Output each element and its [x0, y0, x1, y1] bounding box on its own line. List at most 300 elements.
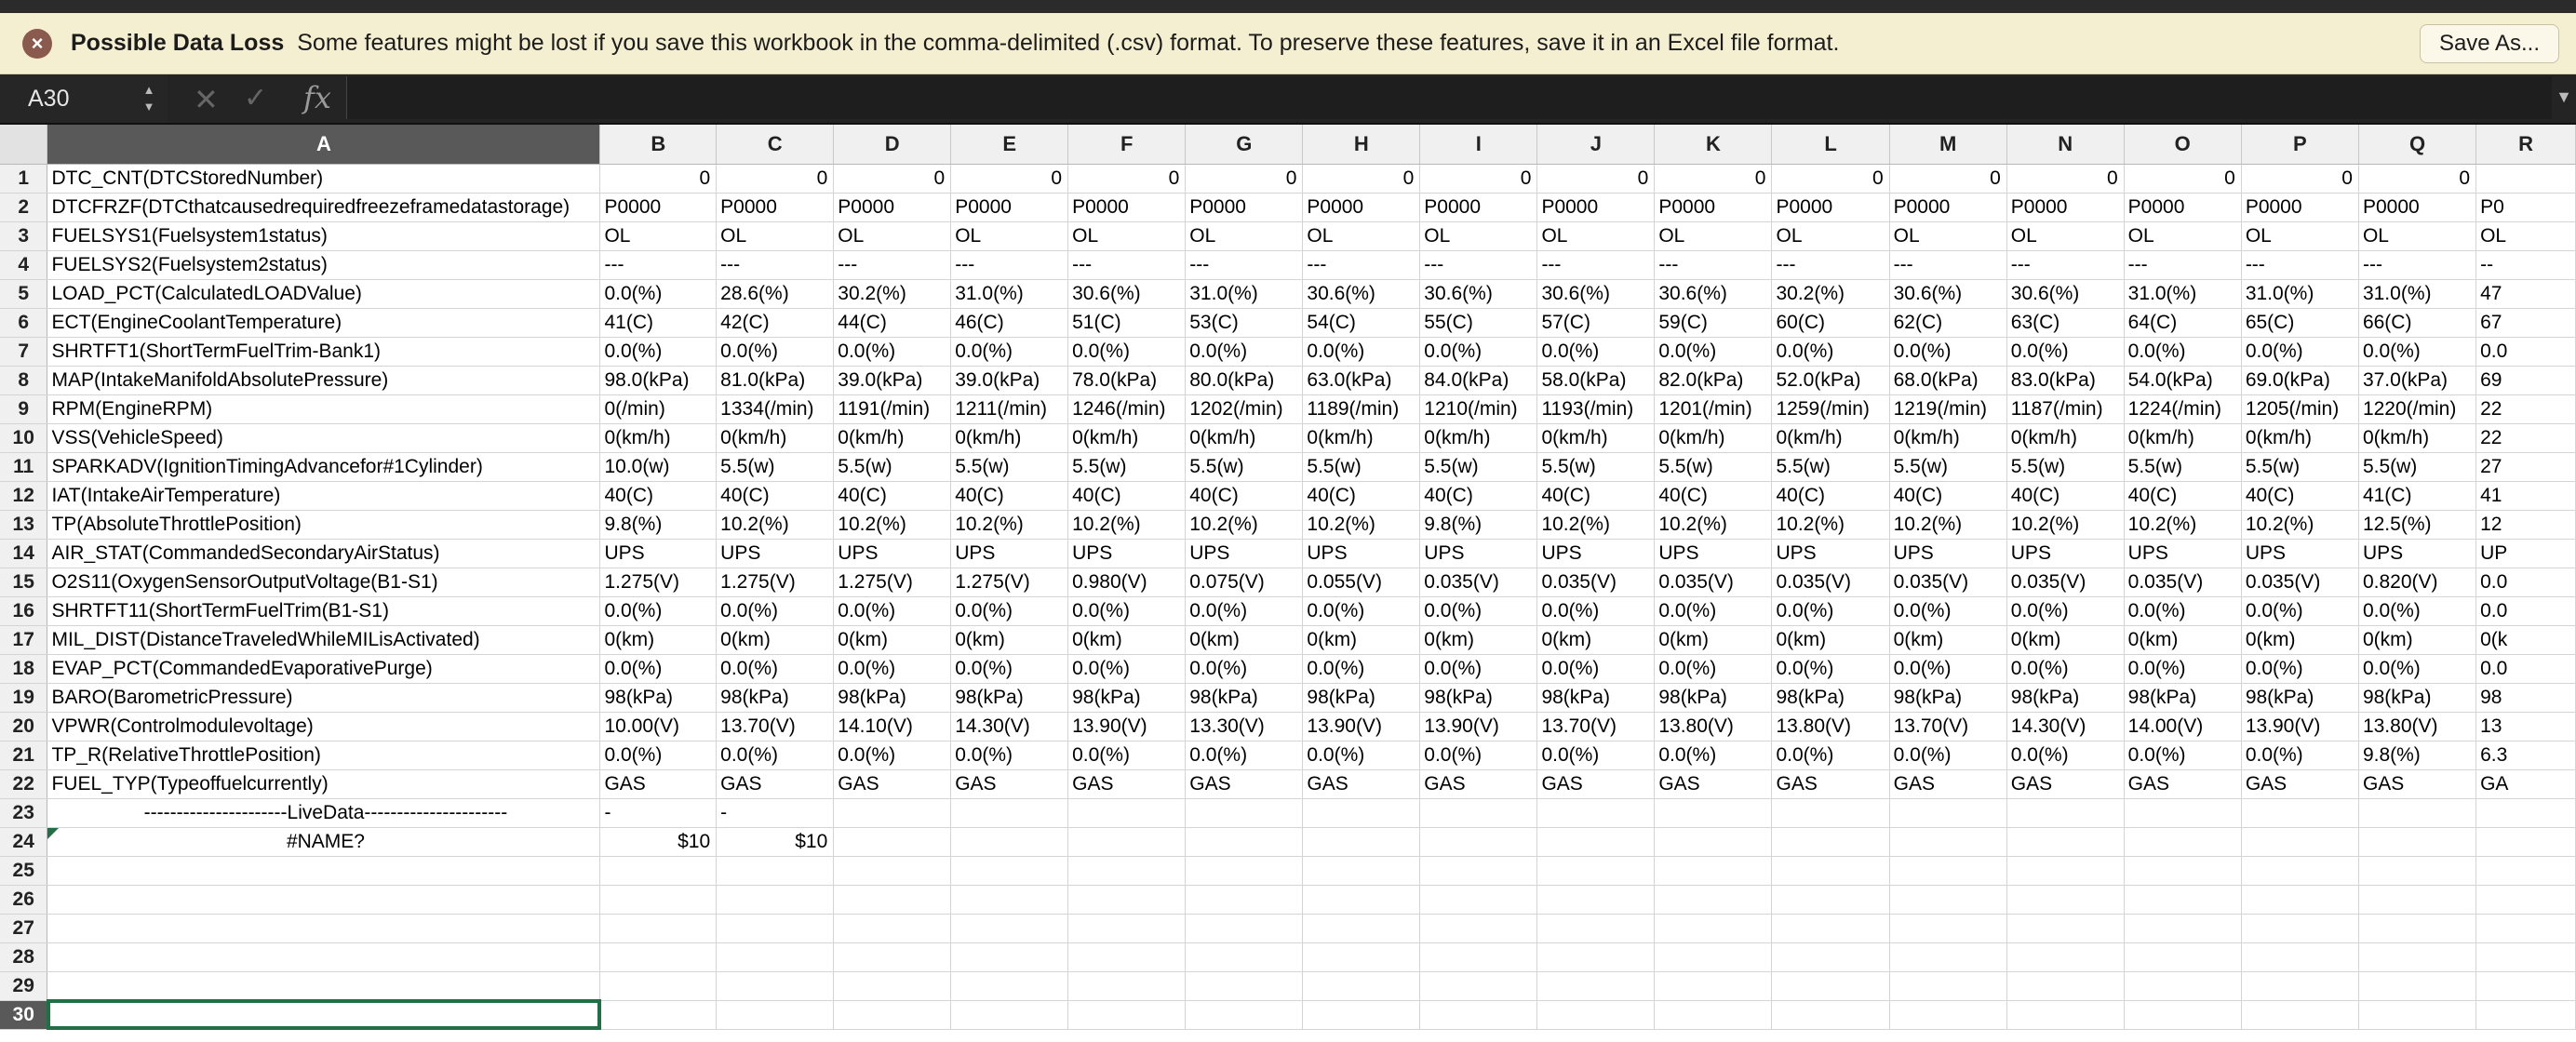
cell[interactable]: 98(kPa)	[2006, 683, 2124, 712]
cell[interactable]: ---	[717, 250, 834, 279]
cell[interactable]	[2006, 856, 2124, 885]
cell[interactable]: 0(km)	[1303, 625, 1420, 654]
cell[interactable]: 0.0(%)	[717, 654, 834, 683]
cell[interactable]: VPWR(Controlmodulevoltage)	[47, 712, 600, 741]
cell[interactable]: 68.0(kPa)	[1889, 366, 2006, 394]
cell[interactable]: 9.8(%)	[1420, 510, 1537, 539]
cell[interactable]: DTCFRZF(DTCthatcausedrequiredfreezeframedatastorage)	[47, 193, 600, 221]
cell[interactable]	[600, 942, 717, 971]
cell[interactable]: 10.0(w)	[600, 452, 717, 481]
cell[interactable]: 1334(/min)	[717, 394, 834, 423]
cell[interactable]: 0.0(%)	[717, 337, 834, 366]
cell[interactable]: 0.0(%)	[2358, 654, 2475, 683]
cell[interactable]: -	[717, 798, 834, 827]
cell[interactable]: 0.0(%)	[1772, 741, 1889, 769]
cell[interactable]: 10.2(%)	[1537, 510, 1655, 539]
cell[interactable]: 30.6(%)	[1420, 279, 1537, 308]
cell[interactable]	[1068, 885, 1186, 914]
cell[interactable]	[1068, 971, 1186, 1000]
cell[interactable]	[1889, 914, 2006, 942]
cell[interactable]: 40(C)	[2124, 481, 2241, 510]
cell[interactable]	[1889, 1000, 2006, 1029]
cell[interactable]	[1303, 856, 1420, 885]
cell[interactable]: ---	[1772, 250, 1889, 279]
cell[interactable]: 0.0(%)	[600, 654, 717, 683]
cell[interactable]	[1186, 914, 1303, 942]
cell[interactable]: 40(C)	[951, 481, 1068, 510]
cell[interactable]: 69	[2476, 366, 2576, 394]
cell[interactable]: 0(km)	[834, 625, 951, 654]
cell[interactable]: 84.0(kPa)	[1420, 366, 1537, 394]
cell[interactable]: 10.2(%)	[2241, 510, 2358, 539]
cell[interactable]: 98(kPa)	[1303, 683, 1420, 712]
cell[interactable]: VSS(VehicleSpeed)	[47, 423, 600, 452]
cell[interactable]: 0.0(%)	[1537, 596, 1655, 625]
cell[interactable]: ----------------------LiveData----------------------	[47, 798, 600, 827]
cell[interactable]: 30.6(%)	[1303, 279, 1420, 308]
cell[interactable]: 0.0(%)	[2124, 596, 2241, 625]
cell[interactable]: GAS	[1068, 769, 1186, 798]
row-header[interactable]: 15	[0, 568, 47, 596]
cell[interactable]: 0	[1068, 164, 1186, 193]
cell[interactable]: 81.0(kPa)	[717, 366, 834, 394]
cell[interactable]	[1537, 1000, 1655, 1029]
cell[interactable]: 0.035(V)	[1537, 568, 1655, 596]
cell[interactable]	[2124, 856, 2241, 885]
cell[interactable]: 0.0(%)	[2241, 654, 2358, 683]
cell[interactable]: 6.3	[2476, 741, 2576, 769]
cell[interactable]: 40(C)	[1303, 481, 1420, 510]
cell[interactable]: 0.0	[2476, 337, 2576, 366]
cell[interactable]	[2358, 885, 2475, 914]
cell[interactable]	[2241, 1000, 2358, 1029]
column-header-m[interactable]: M	[1889, 125, 2006, 164]
cell[interactable]: 14.30(V)	[2006, 712, 2124, 741]
cell[interactable]	[47, 971, 600, 1000]
cell[interactable]: 0	[717, 164, 834, 193]
cell[interactable]: 13.70(V)	[1537, 712, 1655, 741]
cell[interactable]	[2006, 798, 2124, 827]
cell[interactable]: MAP(IntakeManifoldAbsolutePressure)	[47, 366, 600, 394]
cell[interactable]: OL	[600, 221, 717, 250]
cell[interactable]	[2476, 1000, 2576, 1029]
cell[interactable]	[2358, 798, 2475, 827]
row-header[interactable]: 21	[0, 741, 47, 769]
cell[interactable]: P0000	[1068, 193, 1186, 221]
cell[interactable]: 98(kPa)	[2358, 683, 2475, 712]
cell[interactable]: 0	[834, 164, 951, 193]
cell[interactable]: 0.0	[2476, 568, 2576, 596]
row-header[interactable]: 14	[0, 539, 47, 568]
cell[interactable]: 60(C)	[1772, 308, 1889, 337]
cell[interactable]: 83.0(kPa)	[2006, 366, 2124, 394]
cell[interactable]	[600, 971, 717, 1000]
cell[interactable]: 31.0(%)	[2358, 279, 2475, 308]
cell[interactable]: UPS	[1420, 539, 1537, 568]
row-header[interactable]: 3	[0, 221, 47, 250]
cell[interactable]	[1420, 885, 1537, 914]
cell[interactable]: 22	[2476, 423, 2576, 452]
cell[interactable]	[2476, 914, 2576, 942]
cell[interactable]	[2006, 1000, 2124, 1029]
cell[interactable]: 13.90(V)	[2241, 712, 2358, 741]
column-header-h[interactable]: H	[1303, 125, 1420, 164]
cell[interactable]: 40(C)	[600, 481, 717, 510]
cell[interactable]	[951, 914, 1068, 942]
cell[interactable]: 0.0(%)	[2241, 596, 2358, 625]
cell[interactable]	[1772, 827, 1889, 856]
cell[interactable]	[600, 914, 717, 942]
cell[interactable]: UPS	[1068, 539, 1186, 568]
row-header[interactable]: 27	[0, 914, 47, 942]
cell[interactable]	[1655, 885, 1772, 914]
cell[interactable]: 0.820(V)	[2358, 568, 2475, 596]
cell[interactable]: 0	[600, 164, 717, 193]
row-header[interactable]: 12	[0, 481, 47, 510]
cell[interactable]: 54(C)	[1303, 308, 1420, 337]
cell[interactable]: 1246(/min)	[1068, 394, 1186, 423]
cell[interactable]: OL	[1655, 221, 1772, 250]
cell[interactable]: 30.6(%)	[1537, 279, 1655, 308]
cell[interactable]: P0000	[1655, 193, 1772, 221]
cell[interactable]: 40(C)	[1655, 481, 1772, 510]
cell[interactable]: 0	[2124, 164, 2241, 193]
cell[interactable]: 0.0(%)	[1303, 596, 1420, 625]
cell[interactable]: 0.035(V)	[2124, 568, 2241, 596]
cell[interactable]: 55(C)	[1420, 308, 1537, 337]
cell[interactable]	[1068, 914, 1186, 942]
cell[interactable]	[1068, 856, 1186, 885]
cell[interactable]	[2241, 856, 2358, 885]
cell[interactable]: 0.0(%)	[600, 279, 717, 308]
cell[interactable]	[1420, 856, 1537, 885]
cancel-icon[interactable]: ✕	[194, 83, 219, 116]
cell[interactable]: 78.0(kPa)	[1068, 366, 1186, 394]
cell[interactable]: 0.0(%)	[1068, 337, 1186, 366]
cell[interactable]: P0000	[1186, 193, 1303, 221]
cell[interactable]: P0000	[1889, 193, 2006, 221]
cell[interactable]	[1655, 856, 1772, 885]
cell[interactable]: 66(C)	[2358, 308, 2475, 337]
cell[interactable]: 0.0(%)	[1655, 741, 1772, 769]
cell[interactable]: 0.0(%)	[2358, 337, 2475, 366]
column-header-q[interactable]: Q	[2358, 125, 2475, 164]
cell[interactable]	[1655, 942, 1772, 971]
cell[interactable]: 0.0(%)	[1655, 337, 1772, 366]
cell[interactable]: 0.0(%)	[1655, 596, 1772, 625]
cell[interactable]	[834, 856, 951, 885]
cell[interactable]: 1259(/min)	[1772, 394, 1889, 423]
column-header-c[interactable]: C	[717, 125, 834, 164]
cell[interactable]: OL	[1420, 221, 1537, 250]
cell[interactable]: 40(C)	[2006, 481, 2124, 510]
cell[interactable]: 1201(/min)	[1655, 394, 1772, 423]
cell[interactable]: 13.90(V)	[1420, 712, 1537, 741]
row-header[interactable]: 26	[0, 885, 47, 914]
cell[interactable]	[717, 914, 834, 942]
cell[interactable]: 54.0(kPa)	[2124, 366, 2241, 394]
row-header[interactable]: 6	[0, 308, 47, 337]
cell[interactable]: 0.0(%)	[951, 741, 1068, 769]
cell[interactable]: 30.2(%)	[1772, 279, 1889, 308]
cell[interactable]: 0.0(%)	[1303, 337, 1420, 366]
cell[interactable]: 0(/min)	[600, 394, 717, 423]
cell[interactable]	[1889, 798, 2006, 827]
cell[interactable]: 0	[2358, 164, 2475, 193]
cell[interactable]: 0.0(%)	[1655, 654, 1772, 683]
cell[interactable]: 53(C)	[1186, 308, 1303, 337]
cell[interactable]: 98(kPa)	[1772, 683, 1889, 712]
cell[interactable]: 1219(/min)	[1889, 394, 2006, 423]
cell[interactable]	[47, 885, 600, 914]
cell[interactable]: 0.0(%)	[1889, 654, 2006, 683]
cell[interactable]	[1186, 971, 1303, 1000]
cell[interactable]: 98(kPa)	[717, 683, 834, 712]
cell[interactable]: 0(km)	[1655, 625, 1772, 654]
cell[interactable]: 69.0(kPa)	[2241, 366, 2358, 394]
cell[interactable]: 0.035(V)	[2006, 568, 2124, 596]
row-header[interactable]: 11	[0, 452, 47, 481]
cell[interactable]: 40(C)	[1068, 481, 1186, 510]
row-header[interactable]: 22	[0, 769, 47, 798]
expand-formula-icon[interactable]: ▼	[2556, 87, 2572, 106]
cell[interactable]: 41	[2476, 481, 2576, 510]
cell[interactable]: ---	[1655, 250, 1772, 279]
cell[interactable]: GAS	[1420, 769, 1537, 798]
cell[interactable]: OL	[1889, 221, 2006, 250]
cell[interactable]: 0.0(%)	[1303, 654, 1420, 683]
cell[interactable]: 0.0(%)	[1186, 654, 1303, 683]
cell[interactable]	[1420, 798, 1537, 827]
cell[interactable]	[2358, 1000, 2475, 1029]
cell[interactable]: 0.0(%)	[600, 337, 717, 366]
cell[interactable]: 0.0(%)	[2006, 741, 2124, 769]
cell[interactable]: 98(kPa)	[2124, 683, 2241, 712]
cell[interactable]: 13.30(V)	[1186, 712, 1303, 741]
cell[interactable]: 40(C)	[2241, 481, 2358, 510]
save-as-button[interactable]: Save As...	[2420, 24, 2559, 63]
cell[interactable]: 0(km)	[1068, 625, 1186, 654]
cell[interactable]: 0.0(%)	[1303, 741, 1420, 769]
cell[interactable]: 5.5(w)	[1068, 452, 1186, 481]
cell[interactable]: 98(kPa)	[1655, 683, 1772, 712]
cell[interactable]: 30.6(%)	[1889, 279, 2006, 308]
cell[interactable]	[2241, 827, 2358, 856]
cell[interactable]: 5.5(w)	[1186, 452, 1303, 481]
cell[interactable]: GAS	[1537, 769, 1655, 798]
formula-input[interactable]	[346, 76, 2552, 119]
cell[interactable]	[2006, 827, 2124, 856]
cell[interactable]	[951, 798, 1068, 827]
cell[interactable]	[1537, 885, 1655, 914]
cell[interactable]	[1772, 1000, 1889, 1029]
cell[interactable]: 0.0(%)	[951, 337, 1068, 366]
column-header-d[interactable]: D	[834, 125, 951, 164]
cell[interactable]: OL	[2241, 221, 2358, 250]
cell[interactable]: GAS	[1889, 769, 2006, 798]
cell[interactable]: 0.0(%)	[1889, 596, 2006, 625]
cell[interactable]	[47, 856, 600, 885]
cell[interactable]: UPS	[1303, 539, 1420, 568]
cell[interactable]: 0(km/h)	[1303, 423, 1420, 452]
cell[interactable]	[2358, 856, 2475, 885]
row-header[interactable]: 1	[0, 164, 47, 193]
cell[interactable]: 0(km)	[2241, 625, 2358, 654]
cell[interactable]: ---	[2358, 250, 2475, 279]
cell[interactable]: 1.275(V)	[600, 568, 717, 596]
cell[interactable]: 0(km/h)	[1889, 423, 2006, 452]
cell[interactable]: 98(kPa)	[951, 683, 1068, 712]
cell[interactable]: P0000	[2358, 193, 2475, 221]
cell[interactable]: 0.0(%)	[2124, 654, 2241, 683]
cell[interactable]	[717, 885, 834, 914]
cell[interactable]: ---	[600, 250, 717, 279]
cell[interactable]: GAS	[2241, 769, 2358, 798]
cell[interactable]: 27	[2476, 452, 2576, 481]
cell[interactable]: 0.0(%)	[2006, 337, 2124, 366]
cell[interactable]: 0.0(%)	[834, 741, 951, 769]
cell[interactable]: 1211(/min)	[951, 394, 1068, 423]
cell[interactable]	[1537, 971, 1655, 1000]
cell[interactable]: 0.0(%)	[1420, 337, 1537, 366]
cell[interactable]: 40(C)	[834, 481, 951, 510]
cell[interactable]	[2358, 942, 2475, 971]
column-header-e[interactable]: E	[951, 125, 1068, 164]
cell[interactable]: 13.70(V)	[1889, 712, 2006, 741]
cell[interactable]: 0(km/h)	[2358, 423, 2475, 452]
cell[interactable]: 9.8(%)	[600, 510, 717, 539]
cell[interactable]: 0.0(%)	[1068, 741, 1186, 769]
cell[interactable]: 82.0(kPa)	[1655, 366, 1772, 394]
cell[interactable]: 5.5(w)	[2124, 452, 2241, 481]
cell[interactable]	[1772, 885, 1889, 914]
row-header[interactable]: 18	[0, 654, 47, 683]
cell[interactable]: P0000	[2006, 193, 2124, 221]
cell[interactable]: 62(C)	[1889, 308, 2006, 337]
cell[interactable]: 0.0(%)	[1186, 337, 1303, 366]
row-header[interactable]: 5	[0, 279, 47, 308]
cell[interactable]: GA	[2476, 769, 2576, 798]
cell[interactable]: GAS	[834, 769, 951, 798]
cell[interactable]	[2476, 885, 2576, 914]
cell[interactable]: 5.5(w)	[2006, 452, 2124, 481]
cell[interactable]: 0.0(%)	[1889, 337, 2006, 366]
column-header-n[interactable]: N	[2006, 125, 2124, 164]
cell[interactable]: 0.0(%)	[1420, 654, 1537, 683]
cell[interactable]: 80.0(kPa)	[1186, 366, 1303, 394]
cell[interactable]: P0000	[600, 193, 717, 221]
cell[interactable]: OL	[1068, 221, 1186, 250]
cell[interactable]: 0.035(V)	[1420, 568, 1537, 596]
column-header-k[interactable]: K	[1655, 125, 1772, 164]
row-header[interactable]: 23	[0, 798, 47, 827]
cell[interactable]	[717, 1000, 834, 1029]
cell[interactable]: 0	[1655, 164, 1772, 193]
cell[interactable]	[2358, 971, 2475, 1000]
cell[interactable]: 13	[2476, 712, 2576, 741]
cell[interactable]	[1537, 827, 1655, 856]
cell[interactable]: 5.5(w)	[834, 452, 951, 481]
cell[interactable]	[47, 1000, 600, 1029]
cell[interactable]: UPS	[951, 539, 1068, 568]
cell[interactable]: 13.70(V)	[717, 712, 834, 741]
cell[interactable]: 37.0(kPa)	[2358, 366, 2475, 394]
cell[interactable]: 1187(/min)	[2006, 394, 2124, 423]
cell[interactable]: 10.2(%)	[2124, 510, 2241, 539]
cell[interactable]: UPS	[1772, 539, 1889, 568]
cell[interactable]	[951, 885, 1068, 914]
cell[interactable]	[1655, 798, 1772, 827]
cell[interactable]: 0	[1420, 164, 1537, 193]
cell[interactable]: 0.0(%)	[600, 596, 717, 625]
cell[interactable]: TP(AbsoluteThrottlePosition)	[47, 510, 600, 539]
cell[interactable]: UPS	[1186, 539, 1303, 568]
cell[interactable]	[2241, 914, 2358, 942]
cell[interactable]: 67	[2476, 308, 2576, 337]
cell[interactable]: 31.0(%)	[2124, 279, 2241, 308]
cell[interactable]: 30.2(%)	[834, 279, 951, 308]
close-x-icon[interactable]: ×	[22, 29, 52, 59]
cell[interactable]	[1068, 798, 1186, 827]
cell[interactable]: 1189(/min)	[1303, 394, 1420, 423]
cell[interactable]: 0(km)	[1772, 625, 1889, 654]
cell[interactable]	[1537, 856, 1655, 885]
row-header[interactable]: 19	[0, 683, 47, 712]
cell[interactable]: 57(C)	[1537, 308, 1655, 337]
column-header-i[interactable]: I	[1420, 125, 1537, 164]
cell[interactable]: 64(C)	[2124, 308, 2241, 337]
cell[interactable]	[951, 942, 1068, 971]
cell[interactable]: 1.275(V)	[834, 568, 951, 596]
name-box-stepper-icon[interactable]: ▲ ▼	[142, 83, 155, 114]
cell[interactable]: FUELSYS2(Fuelsystem2status)	[47, 250, 600, 279]
cell[interactable]	[1303, 1000, 1420, 1029]
cell[interactable]	[2124, 798, 2241, 827]
cell[interactable]: TP_R(RelativeThrottlePosition)	[47, 741, 600, 769]
cell[interactable]: 0(km)	[2006, 625, 2124, 654]
cell[interactable]	[1889, 942, 2006, 971]
cell[interactable]	[2124, 914, 2241, 942]
cell[interactable]	[1772, 856, 1889, 885]
cell[interactable]: 5.5(w)	[951, 452, 1068, 481]
cell[interactable]: 14.10(V)	[834, 712, 951, 741]
cell[interactable]	[2241, 971, 2358, 1000]
confirm-icon[interactable]: ✓	[244, 83, 268, 114]
cell[interactable]: 1.275(V)	[717, 568, 834, 596]
cell[interactable]: OL	[1772, 221, 1889, 250]
row-header[interactable]: 16	[0, 596, 47, 625]
cell[interactable]: 98(kPa)	[2241, 683, 2358, 712]
cell[interactable]: 0(km/h)	[834, 423, 951, 452]
cell[interactable]	[2006, 914, 2124, 942]
cell[interactable]: 31.0(%)	[1186, 279, 1303, 308]
cell[interactable]: 0.0(%)	[2241, 337, 2358, 366]
row-header[interactable]: 10	[0, 423, 47, 452]
cell[interactable]: EVAP_PCT(CommandedEvaporativePurge)	[47, 654, 600, 683]
cell[interactable]: 0.0(%)	[834, 596, 951, 625]
cell[interactable]: 58.0(kPa)	[1537, 366, 1655, 394]
cell[interactable]: 0.0(%)	[600, 741, 717, 769]
cell[interactable]: UPS	[2241, 539, 2358, 568]
cell[interactable]: 0	[2241, 164, 2358, 193]
cell[interactable]: 0(km/h)	[2124, 423, 2241, 452]
cell[interactable]: 98(kPa)	[1068, 683, 1186, 712]
cell[interactable]: 30.6(%)	[1068, 279, 1186, 308]
cell[interactable]: 0(km/h)	[1537, 423, 1655, 452]
cell[interactable]: LOAD_PCT(CalculatedLOADValue)	[47, 279, 600, 308]
cell[interactable]: 98(kPa)	[1186, 683, 1303, 712]
cell[interactable]: 98.0(kPa)	[600, 366, 717, 394]
